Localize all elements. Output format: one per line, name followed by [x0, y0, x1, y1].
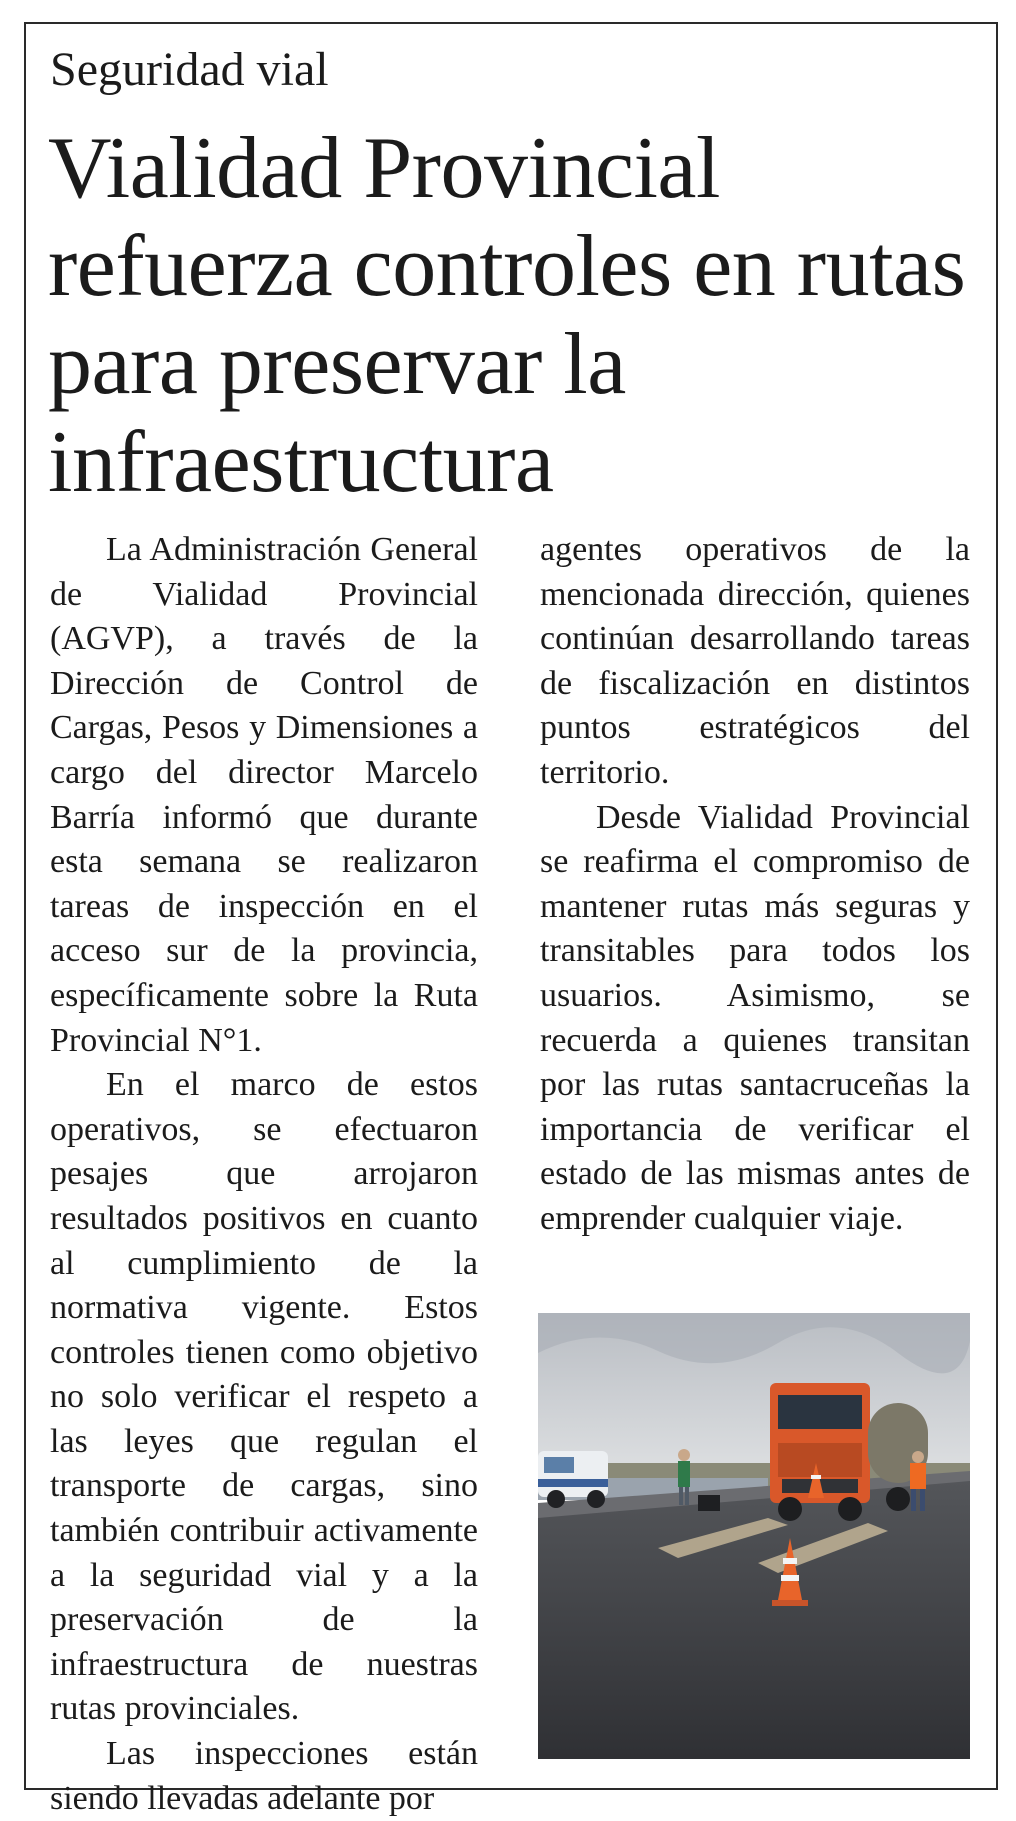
- body-paragraph-2: En el marco de estos operativos, se efectuaron pesajes que arrojaron resultados positivos en cuanto al cumplimiento de la normativa vigente. Estos controles tienen como objetivo no solo verificar el respeto a las leyes que regulan el transporte de cargas, sino también contribuir activamente a la seguridad vial y a la preservación de la infraestructura de nuestras rutas provinciales.: [50, 1066, 478, 1728]
- equipment-case: [698, 1495, 720, 1511]
- body-paragraph-3: Las inspecciones están siendo llevadas adelante por: [50, 1735, 478, 1817]
- body-paragraph-4: Desde Vialidad Provincial se reafirma el compromiso de mantener rutas más seguras y transitables para todos los usuarios. Asimismo, se recuerda a quienes transitan por las rutas santacruceñas la importancia de verificar el estado de las mismas antes de emprender cualquier viaje.: [540, 798, 970, 1237]
- road-inspection-photo: [538, 1313, 970, 1759]
- section-label: Seguridad vial: [50, 43, 329, 96]
- photo-illustration: [538, 1313, 970, 1759]
- article-body-left-column: [50, 528, 478, 1821]
- orange-truck: [770, 1383, 928, 1521]
- body-paragraph-3-continued: agentes operativos de la mencionada dirección, quienes continúan desarrollando tareas de fiscalización en distintos puntos estratégicos del territorio.: [540, 531, 970, 791]
- article-headline: Vialidad Provincial refuerza controles en rutas para preservar la infraestructura: [48, 120, 966, 511]
- article-body-right-column: [540, 528, 970, 1242]
- body-paragraph-1: La Administración General de Vialidad Provincial (AGVP), a través de la Dirección de Control de Cargas, Pesos y Dimensiones a cargo del director Marcelo Barría informó que durante esta semana se realizaron tareas de inspección en el acceso sur de la provincia, específicamente sobre la Ruta Provincial N°1.: [50, 531, 478, 1059]
- road-surface: [538, 1473, 970, 1759]
